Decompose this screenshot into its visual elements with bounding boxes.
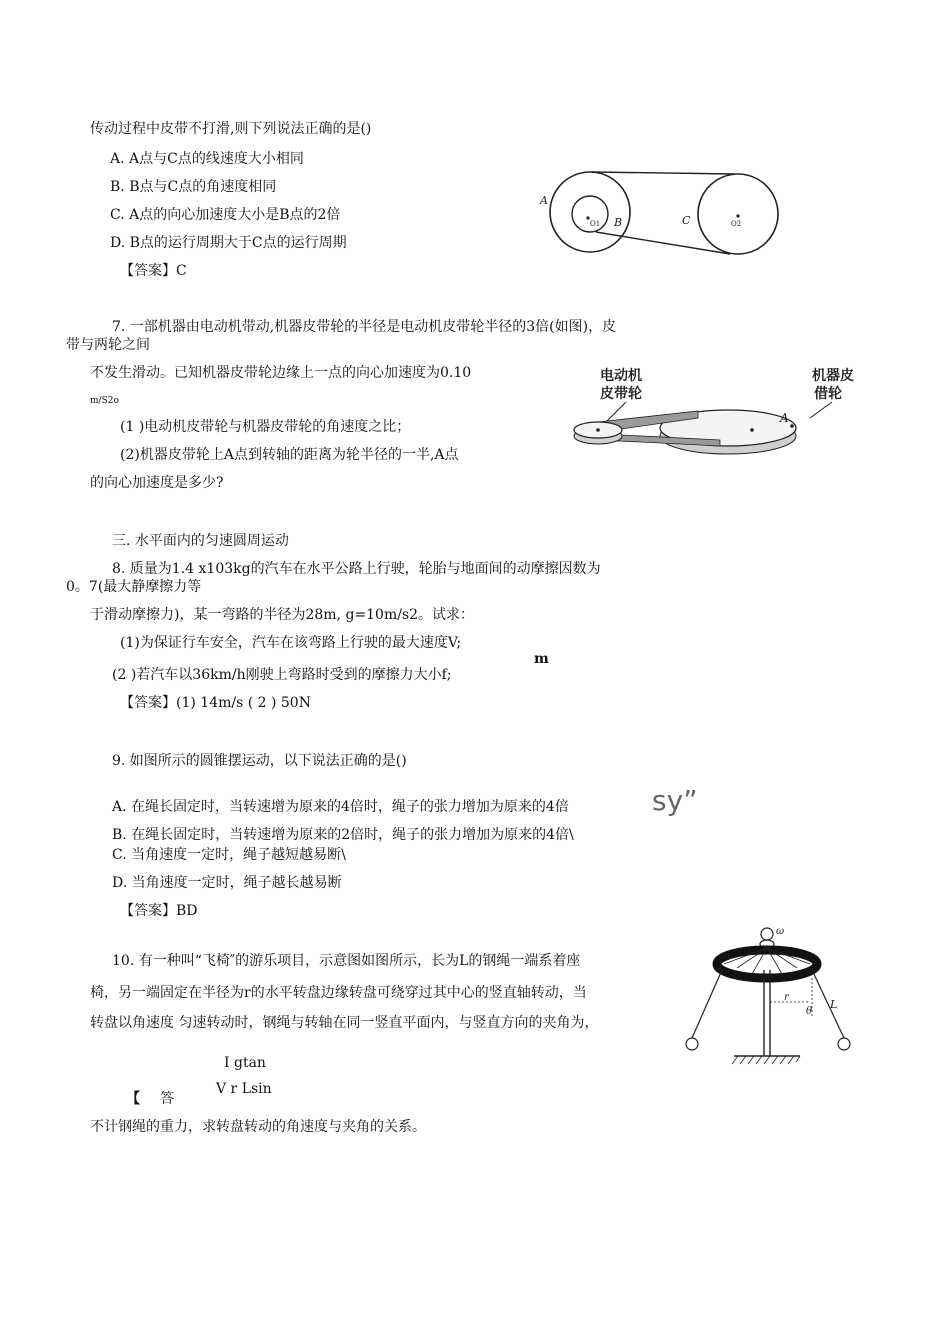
cable-left [692, 970, 722, 1038]
motor-pulley-figure [570, 360, 870, 460]
q6-option-a: A. A点与C点的线速度大小相同 [110, 151, 304, 167]
q6-option-d: D. B点的运行周期大于C点的运行周期 [110, 235, 347, 251]
q9-option-b: B. 在绳长固定时，当转速增为原来的2倍时，绳子的张力增加为原来的4倍\ [112, 827, 574, 843]
q10-line1: 10. 有一种叫“飞椅″的游乐项目，示意图如图所示，长为L的钢绳一端系着座 [112, 953, 581, 969]
label-a: A [540, 194, 548, 207]
q8-stray-m: m [534, 651, 549, 667]
r-label: r [784, 992, 789, 1003]
belt-pulley-figure [540, 160, 790, 260]
label-o2: O2 [731, 220, 742, 228]
flying-chair-figure [682, 920, 854, 1070]
q9-option-a: A. 在绳长固定时，当转速增为原来的4倍时，绳子的张力增加为原来的4倍 [112, 799, 569, 815]
q7-sub1: (1 )电动机皮带轮与机器皮带轮的角速度之比； [120, 419, 411, 435]
label-c: C [682, 214, 691, 227]
chair-left [686, 1038, 698, 1050]
q8-line3: 于滑动摩擦力)，某一弯路的半径为28m, g=10m/s2。试求： [90, 607, 475, 623]
machine-label-1: 机器皮 [812, 368, 854, 384]
q7-line3: 不发生滑动。已知机器皮带轮边缘上一点的向心加速度为0.10 [90, 365, 472, 381]
q10-formula-top: I gtan [224, 1055, 266, 1071]
motor-label-2: 皮带轮 [600, 386, 642, 402]
q10-line3: 转盘以角速度 匀速转动时，钢绳与转轴在同一竖直平面内，与竖直方向的夹角为， [90, 1015, 599, 1031]
q10-line4: 不计钢绳的重力，求转盘转动的角速度与夹角的关系。 [90, 1119, 426, 1135]
label-b: B [614, 216, 623, 229]
q8-line1: 8. 质量为1.4 x103kg的汽车在水平公路上行驶，轮胎与地面间的动摩擦因数为 [112, 561, 601, 577]
q10-line2: 椅，另一端固定在半径为r的水平转盘边缘转盘可绕穿过其中心的竖直轴转动，当 [90, 985, 587, 1001]
machine-label-2: 借轮 [814, 386, 842, 402]
q9-answer: 【答案】BD [120, 903, 198, 919]
motor-center [596, 428, 600, 432]
q9-option-c: C. 当角速度一定时，绳子越短越易断\ [112, 847, 346, 863]
pulley-large [698, 174, 778, 254]
point-a-dot [790, 424, 794, 428]
center-o2 [736, 214, 739, 217]
q6-option-c: C. A点的向心加速度大小是B点的2倍 [110, 207, 341, 223]
section3-title: 三. 水平面内的匀速圆周运动 [112, 533, 289, 549]
belt-top [592, 172, 735, 174]
pointer-machine [810, 402, 832, 418]
q10-formula-bottom: V r Lsin [216, 1081, 272, 1097]
q8-sub2: (2 )若汽车以36km/h刚驶上弯路时受到的摩擦力大小f; [112, 667, 452, 683]
label-o1: O1 [590, 220, 601, 228]
chair-right [838, 1038, 850, 1050]
q10-answer-text: 答 [160, 1091, 174, 1107]
q6-stem: 传动过程中皮带不打滑,则下列说法正确的是() [90, 121, 372, 137]
l-label: L [830, 998, 838, 1011]
q8-line2: 0。7(最大静摩擦力等 [66, 579, 202, 595]
turntable-ring [717, 950, 817, 978]
q9-stem: 9. 如图所示的圆锥摆运动，以下说法正确的是() [112, 753, 407, 769]
machine-center [750, 428, 754, 432]
point-a-label: A [780, 411, 789, 425]
theta-label: θ [806, 1006, 813, 1017]
q7-sub2: (2)机器皮带轮上A点到转轴的距离为轮半径的一半,A点 [120, 447, 459, 463]
q8-answer: 【答案】(1) 14m/s ( 2 ) 50N [120, 695, 311, 711]
pulley-small-outer [550, 172, 630, 252]
cable-right [812, 970, 844, 1038]
q6-answer: 【答案】C [120, 263, 187, 279]
omega-label: ω [776, 926, 785, 937]
q7-unit: m/S2o [90, 396, 119, 406]
q9-option-d: D. 当角速度一定时，绳子越长越易断 [112, 875, 342, 891]
q9-stray-sy: sy” [652, 784, 698, 817]
q7-sub2b: 的向心加速度是多少? [90, 475, 224, 491]
q10-answer-bracket: 【 [126, 1091, 140, 1107]
ground-hatch [732, 1056, 800, 1064]
motor-label-1: 电动机 [600, 368, 642, 384]
q8-sub1: (1)为保证行车安全，汽车在该弯路上行驶的最大速度V; [120, 635, 462, 651]
q7-line1: 7. 一部机器由电动机带动,机器皮带轮的半径是电动机皮带轮半径的3倍(如图)，皮 [112, 319, 617, 335]
top-ornament [761, 928, 773, 940]
q7-line2: 带与两轮之间 [66, 337, 150, 353]
q6-option-b: B. B点与C点的角速度相同 [110, 179, 277, 195]
